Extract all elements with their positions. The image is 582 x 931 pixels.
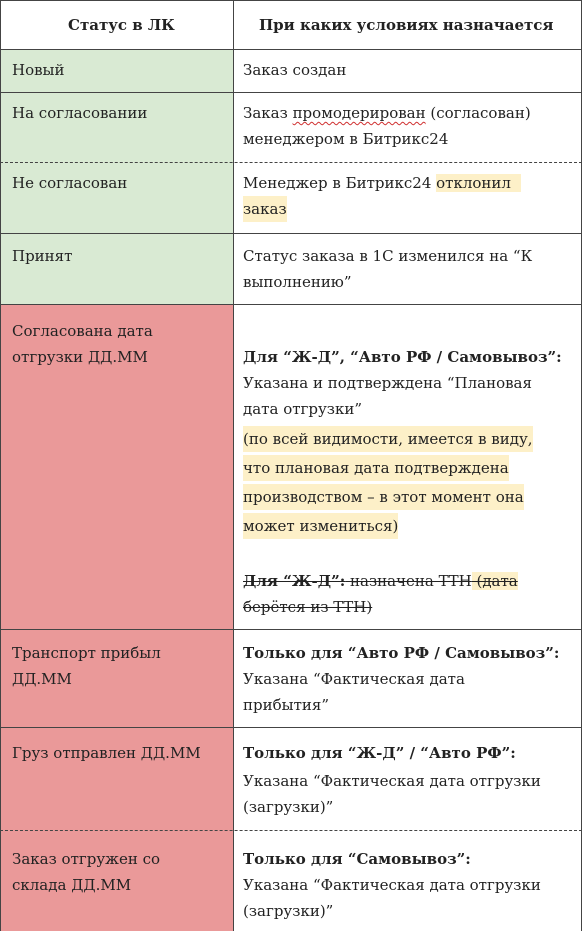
row-divider xyxy=(0,304,582,305)
status-text: Согласована дата xyxy=(12,322,153,340)
condition-text: дата отгрузки” xyxy=(243,400,363,418)
highlighted-text: отклонил xyxy=(436,174,521,192)
status-text: ДД.ММ xyxy=(12,670,72,688)
condition-text: Указана “Фактическая дата отгрузки xyxy=(243,876,541,894)
condition-text: менеджером в Битрикс24 xyxy=(243,130,449,148)
condition-heading: Только для “Самовывоз”: xyxy=(243,850,471,868)
condition-heading: Только для “Авто РФ / Самовывоз”: xyxy=(243,644,560,662)
struck-text xyxy=(243,568,518,594)
status-text: На согласовании xyxy=(12,104,148,122)
highlighted-text: заказ xyxy=(243,196,287,222)
struck-highlight: (дата xyxy=(471,572,518,590)
condition-text: Указана и подтверждена “Плановая xyxy=(243,374,532,392)
status-text: Транспорт прибыл xyxy=(12,644,161,662)
header-status: Статус в ЛК xyxy=(68,16,175,34)
row-divider xyxy=(0,92,582,93)
struck-fragment: назначена ТТН xyxy=(345,572,472,590)
struck-text: берётся из ТТН) xyxy=(243,598,373,616)
row-divider xyxy=(0,727,582,728)
condition-text xyxy=(243,100,531,126)
condition-text: Заказ создан xyxy=(243,61,347,79)
row-divider xyxy=(0,0,582,1)
highlighted-text: что плановая дата подтверждена xyxy=(243,455,509,481)
table-row xyxy=(0,162,582,233)
condition-fragment: Менеджер в Битрикс24 xyxy=(243,174,437,192)
row-divider xyxy=(0,233,582,234)
table-row xyxy=(0,629,582,727)
row-divider xyxy=(0,830,582,831)
misspelled-word: промодерирован xyxy=(292,104,426,122)
table-row xyxy=(0,233,582,304)
highlighted-text: производством – в этот момент она xyxy=(243,484,524,510)
condition-text: прибытия” xyxy=(243,696,329,714)
status-text: Не согласован xyxy=(12,174,128,192)
condition-fragment: Заказ xyxy=(243,104,293,122)
header-conditions: При каких условиях назначается xyxy=(259,16,554,34)
condition-fragment: (согласован) xyxy=(425,104,531,122)
condition-heading: Для “Ж-Д”, “Авто РФ / Самовывоз”: xyxy=(243,348,562,366)
row-divider xyxy=(0,49,582,50)
condition-text xyxy=(243,170,521,196)
condition-heading: Только для “Ж-Д” / “Авто РФ”: xyxy=(243,744,516,762)
condition-text: Указана “Фактическая дата xyxy=(243,670,465,688)
status-text: склада ДД.ММ xyxy=(12,876,132,894)
struck-heading: Для “Ж-Д”: xyxy=(243,572,346,590)
status-text: Заказ отгружен со xyxy=(12,850,161,868)
condition-text: (загрузки)” xyxy=(243,798,334,816)
status-text: Принят xyxy=(12,247,73,265)
condition-text: Указана “Фактическая дата отгрузки xyxy=(243,772,541,790)
column-divider xyxy=(233,0,234,931)
condition-text: Статус заказа в 1С изменился на “К xyxy=(243,247,533,265)
table-row xyxy=(0,49,582,92)
highlighted-text: может измениться) xyxy=(243,513,398,539)
row-divider xyxy=(0,162,582,163)
status-text: Груз отправлен ДД.ММ xyxy=(12,744,201,762)
condition-text: выполнению” xyxy=(243,273,352,291)
highlighted-text: (по всей видимости, имеется в виду, xyxy=(243,426,533,452)
status-text: отгрузки ДД.ММ xyxy=(12,348,148,366)
table-header xyxy=(0,0,582,49)
border-left xyxy=(0,0,1,931)
table-row xyxy=(0,727,582,830)
row-divider xyxy=(0,629,582,630)
status-text: Новый xyxy=(12,61,65,79)
condition-text: (загрузки)” xyxy=(243,902,334,920)
table-row xyxy=(0,92,582,162)
table-row xyxy=(0,830,582,931)
table-row xyxy=(0,304,582,629)
